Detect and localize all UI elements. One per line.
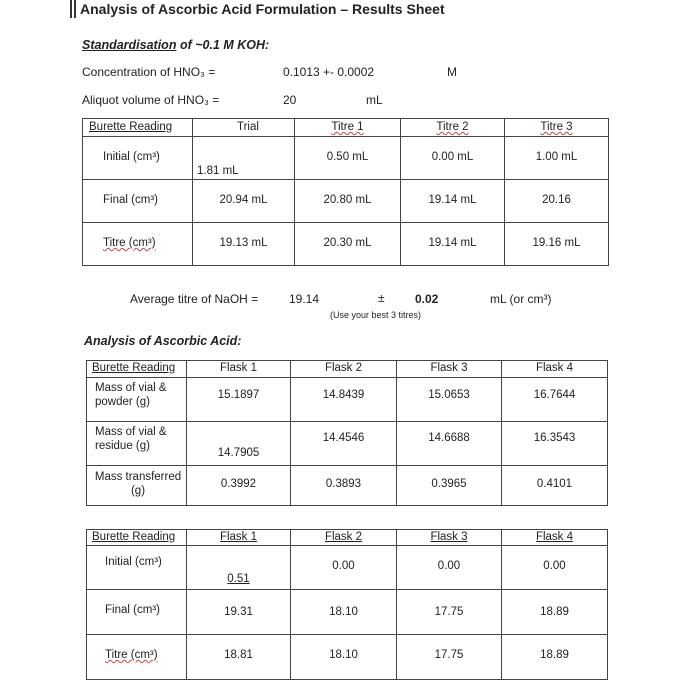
table3-row1-label-text: Final (cm³) (105, 604, 160, 616)
table2-row (87, 422, 608, 466)
table2-row2-c3 (502, 466, 608, 506)
table1-row1-c1-text: 20.80 mL (323, 194, 372, 206)
conc-label: Concentration of HNO₃ = (82, 65, 216, 79)
table2-row0-label (87, 378, 187, 422)
average-uncertainty: 0.02 (415, 292, 439, 306)
table2-row1-c0 (187, 422, 291, 466)
table1-row0-label (83, 137, 193, 180)
title-bar-mark (70, 0, 72, 18)
table2-row2-c0-text: 0.3992 (220, 478, 257, 490)
conc-unit: M (447, 65, 457, 79)
table2-row (87, 466, 608, 506)
average-note: (Use your best 3 titres) (330, 310, 422, 320)
table2-row2-label-text: Mass transferred (g) (94, 471, 182, 497)
table3-row2-label (87, 635, 187, 680)
table2-row2-label (87, 466, 187, 506)
table1-header-0-text: Burette Reading (89, 121, 173, 133)
table1-row0-c1-text: 0.50 mL (326, 151, 369, 163)
table2-row1-c0-text: 14.7905 (217, 447, 260, 459)
table1-row1-label-text: Final (cm³) (103, 194, 158, 206)
table1-row1-c2-text: 19.14 mL (428, 194, 477, 206)
average-value: 19.14 (289, 292, 320, 306)
table3-row0-c0-text: 0.51 (227, 573, 250, 585)
table1-row1-c2 (401, 180, 505, 223)
table1-row (83, 180, 609, 223)
table3-row1-c0-text: 19.31 (224, 606, 253, 618)
table3-header-0-text: Burette Reading (92, 531, 176, 543)
table3-row1-c2 (397, 590, 502, 635)
table2-row2-c3-text: 0.4101 (536, 478, 573, 490)
table1-header-1 (193, 119, 295, 137)
table3-row2-c3 (502, 635, 608, 680)
table3-header-1 (187, 530, 291, 546)
table1-row0-c0-text: 1.81 mL (197, 165, 239, 177)
table1-row2-label-text: Titre (cm³) (103, 237, 156, 249)
table1-row2-c1-text: 20.30 mL (323, 237, 372, 249)
table2-header-1-text: Flask 1 (219, 362, 258, 374)
table3-row0-label (87, 546, 187, 590)
table3-row2-label-text: Titre (cm³) (105, 649, 158, 661)
average-unit: mL (or cm³) (490, 292, 552, 306)
table2-row0-c0-text: 15.1897 (217, 389, 260, 401)
table1-row2-c1 (295, 223, 401, 266)
table3-row0-label-text: Initial (cm³) (105, 556, 162, 568)
table3-header-3-text: Flask 3 (430, 531, 468, 543)
table2-header-4 (502, 361, 608, 378)
table1-row1-c3-text: 20.16 (542, 194, 571, 206)
table3-row0-c3 (502, 546, 608, 590)
table3-row0-c0 (187, 546, 291, 590)
table3-header-0 (87, 530, 187, 546)
table2-row1-c2 (397, 422, 502, 466)
table3-row0-c1 (291, 546, 397, 590)
table2-row0-label-text: Mass of vial & powder (g) (95, 382, 167, 408)
table2-header-4-text: Flask 4 (535, 362, 574, 374)
standardisation-heading (82, 38, 269, 52)
table3-row1-label (87, 590, 187, 635)
table2-row2-c2-text: 0.3965 (431, 478, 467, 490)
table2-row2-c0 (187, 466, 291, 506)
table3-header-4 (502, 530, 608, 546)
table1-row2-c3-text: 19.16 mL (532, 237, 581, 249)
table3-row1-c3-text: 18.89 (540, 606, 569, 618)
table2-row0-c1 (291, 378, 397, 422)
sample-titration-table (86, 529, 608, 680)
table3-header-4-text: Flask 4 (535, 531, 574, 543)
table1-row0-label-text: Initial (cm³) (103, 151, 160, 163)
table3-row0-c3-text: 0.00 (543, 560, 566, 572)
table3-row1-c0 (187, 590, 291, 635)
table1-row1-c3 (505, 180, 609, 223)
table1-row (83, 137, 609, 180)
table2-header-3 (397, 361, 502, 378)
average-pm-sign: ± (378, 291, 385, 305)
table3-header-2-text: Flask 2 (324, 531, 363, 543)
table1-row0-c2-text: 0.00 mL (431, 151, 474, 163)
table2-header-0-text: Burette Reading (92, 362, 176, 374)
table1-header-4 (505, 119, 609, 137)
table3-row1-c3 (502, 590, 608, 635)
table2-row0-c2-text: 15.0653 (428, 389, 470, 401)
table3-row0-c2-text: 0.00 (437, 560, 461, 572)
table3-row2-c1 (291, 635, 397, 680)
standardisation-heading-word: Standardisation (82, 38, 177, 52)
standardisation-table (82, 118, 609, 266)
table2-row2-c2 (397, 466, 502, 506)
table1-header-4-text: Titre 3 (540, 121, 573, 133)
page-title: Analysis of Ascorbic Acid Formulation – Results Sheet (80, 1, 445, 17)
table3-row (87, 590, 608, 635)
table3-header-2 (291, 530, 397, 546)
table1-row2-c3 (505, 223, 609, 266)
table3-row1-c1 (291, 590, 397, 635)
table2-row1-label (87, 422, 187, 466)
table1-row2-c0-text: 19.13 mL (219, 237, 268, 249)
table1-row0-c3-text: 1.00 mL (535, 151, 578, 163)
table2-header-2 (291, 361, 397, 378)
table1-row (83, 223, 609, 266)
table1-header-3-text: Titre 2 (436, 121, 469, 133)
table3-row1-c2-text: 17.75 (434, 606, 464, 618)
table3-row (87, 635, 608, 680)
table2-row1-c3-text: 16.3543 (533, 432, 576, 444)
table1-header-row (83, 119, 609, 137)
table1-row2-label (83, 223, 193, 266)
table3-row2-c2-text: 17.75 (434, 649, 464, 661)
table1-header-0 (83, 119, 193, 137)
table2-row2-c1 (291, 466, 397, 506)
average-label: Average titre of NaOH = (130, 292, 259, 306)
table3-row1-c1-text: 18.10 (329, 606, 358, 618)
table3-header-1-text: Flask 1 (219, 531, 258, 543)
table1-row1-c0-text: 20.94 mL (219, 194, 268, 206)
table3-header-3 (397, 530, 502, 546)
table1-row2-c2-text: 19.14 mL (428, 237, 477, 249)
table2-header-2-text: Flask 2 (324, 362, 363, 374)
title-bar-mark-2 (74, 0, 76, 18)
table3-row0-c2 (397, 546, 502, 590)
table3-row2-c0 (187, 635, 291, 680)
table2-row1-c3 (502, 422, 608, 466)
table2-row0-c0 (187, 378, 291, 422)
table1-row1-c1 (295, 180, 401, 223)
table1-row0-c2 (401, 137, 505, 180)
table2-row0-c3-text: 16.7644 (533, 389, 576, 401)
table1-row0-c0 (193, 137, 295, 180)
aliquot-value: 20 (283, 93, 297, 107)
table3-row (87, 546, 608, 590)
table1-header-2 (295, 119, 401, 137)
aliquot-unit: mL (366, 93, 383, 107)
table1-row1-c0 (193, 180, 295, 223)
table2-row1-c2-text: 14.6688 (428, 432, 470, 444)
table2-header-1 (187, 361, 291, 378)
table2-row2-c1-text: 0.3893 (325, 478, 362, 490)
table1-row1-label (83, 180, 193, 223)
table1-header-2-text: Titre 1 (331, 121, 364, 133)
table2-row1-label-text: Mass of vial & residue (g) (95, 426, 167, 452)
conc-value: 0.1013 +- 0.0002 (283, 65, 375, 79)
table2-row1-c1-text: 14.4546 (322, 432, 365, 444)
mass-table (86, 360, 608, 506)
table1-header-1-text: Trial (237, 121, 259, 133)
table2-row1-c1 (291, 422, 397, 466)
table2-header-0 (87, 361, 187, 378)
table1-header-3 (401, 119, 505, 137)
aliquot-label: Aliquot volume of HNO₃ = (82, 93, 220, 107)
table1-row0-c1 (295, 137, 401, 180)
standardisation-heading-rest: of ~0.1 M KOH: (176, 38, 270, 52)
table2-row (87, 378, 608, 422)
table3-row2-c0-text: 18.81 (224, 649, 253, 661)
table2-row0-c3 (502, 378, 608, 422)
table3-row0-c1-text: 0.00 (332, 560, 355, 572)
table1-row2-c2 (401, 223, 505, 266)
table2-header-row (87, 361, 608, 378)
table3-row2-c1-text: 18.10 (329, 649, 358, 661)
table3-header-row (87, 530, 608, 546)
table3-row2-c2 (397, 635, 502, 680)
table2-row0-c1-text: 14.8439 (322, 389, 365, 401)
table3-row2-c3-text: 18.89 (540, 649, 569, 661)
table1-row0-c3 (505, 137, 609, 180)
analysis-heading: Analysis of Ascorbic Acid: (84, 334, 242, 348)
table2-row0-c2 (397, 378, 502, 422)
table2-header-3-text: Flask 3 (430, 362, 468, 374)
table1-row2-c0 (193, 223, 295, 266)
